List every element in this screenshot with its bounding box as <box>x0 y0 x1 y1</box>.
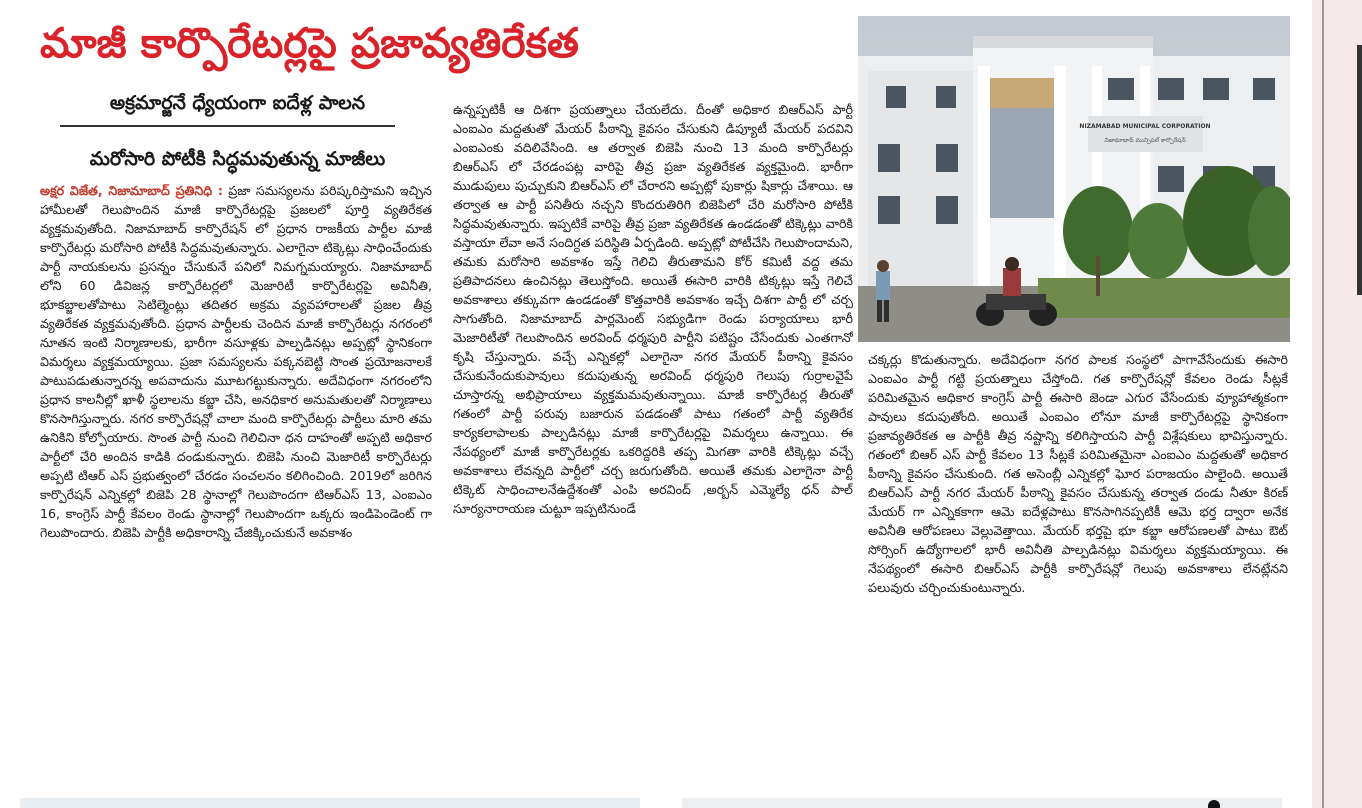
subheading-divider <box>60 125 395 127</box>
bullet-mark <box>1208 800 1220 808</box>
subheading-1: అక్రమార్జనే ధ్యేయంగా ఐదేళ్ల పాలన <box>109 92 366 114</box>
margin-edge <box>1357 45 1362 295</box>
article-column-2 <box>453 100 853 777</box>
page-margin-strip <box>1312 0 1362 808</box>
next-article-strip-right <box>682 798 1282 808</box>
column-3-text: చక్కర్లు కొడుతున్నారు. అదేవిధంగా నగర పాలక సంస్థలో పాగావేసేందుకు ఈసారి ఎంఐఎం పార్టీ గట్టి ప్రయత్నాలు చేస్తోంది. గత కార్పొరేషన్లో కేవలం రెండు సీట్లకే పరిమితమైన అధికార కాంగ్రెస్ పార్టీ ఈసారి జెండా ఎగుర వేసేందుకు వ్యూహాత్మకంగా పావులు కదుపుతోంది. అయితే ఎంఐఎం లోనూ మాజీ కార్పొరేటర్లపై స్థానికంగా ప్రజావ్యతిరేకత ఆ పార్టీకి తీవ్ర నష్టాన్ని కలిగిస్తాయని పార్టీ విశ్లేషకులు భావిస్తున్నారు. గతంలో బిఆర్ ఎస్ పార్టీ కేవలం 13 సీట్లకే పరిమితమైనా ఎంఐఎం మద్దతుతో అధికార పీఠాన్ని కైవసం చేసుకుంది. గత అసెంబ్లీ ఎన్నికల్లో ఘోర పరాజయం పాలైంది. అయితే బిఆర్ఎస్ పార్టీ నగర మేయర్ పీఠాన్ని కైవసం చేసుకున్న తర్వాత దండు నీతూ కిరణ్ మేయర్ గా ఎన్నికకాగా ఆమె ఐదేళ్లపాటు కొనసాగినప్పటికీ ఆమె భర్త ద్వారా అనేక అవినీతి ఆరోపణలు వెల్లువెత్తాయి. మేయర్ భర్తపై భూ కబ్జా ఆరోపణలతో పాటు ఔట్ సోర్సింగ్ ఉద్యోగాలలో భారీ అవినీతి పాల్పడినట్లు విమర్శలు వ్యక్తమయ్యాయి. ఈ నేపథ్యంలో ఈసారి బిఆర్ఎస్ పార్టీకి కార్పొరేషన్లో గెలుపు అవకాశాలు లేనట్లేనని పలువురు చర్చించుకుంటున్నారు. <box>868 352 1288 595</box>
building-sign-english: NIZAMABAD MUNICIPAL CORPORATION <box>1079 123 1211 130</box>
column-2-text: ఉన్నప్పటికీ ఆ దిశగా ప్రయత్నాలు చేయలేదు. దీంతో అధికార బిఆర్ఎస్ పార్టీ ఎంఐఎం మద్దతుతో మేయర్ పీఠాన్ని కైవసం చేసుకుని డిప్యూటీ మేయర్ పదవిని ఎంఐఎంకు వదిలివేసింది. ఆ తర్వాత బిజెపి నుంచి 13 మంది కార్పొరేటర్లు బిఆర్ఎస్ లో చేరడంపట్ల వారిపై తీవ్ర ప్రజా వ్యతిరేకత వ్యక్తమైంది. భారీగా ముడుపులు పుచ్చుకుని బిఆర్ఎస్ లో చేరారని అప్పట్లో పుకార్లు షికార్లు చేశాయి. ఆ తర్వాత ఆ పార్టీ పనితీరు నచ్చని కొందరుతిరిగి బిజెపిలో చేరి మరోసారి పోటీకి సిద్ధమవుతున్నారు. ఇప్పటికే వారిపై తీవ్ర ప్రజా వ్యతిరేకత ఉండడంతో టిక్కెట్లు వారికి వస్తాయా లేవా అనే సందిగ్ధత పరిస్థితి ఏర్పడింది. అప్పట్లో పోటీచేసి గెలుపొందామని, తమకు మరోసారి అవకాశం ఇస్తే గెలిచి తీరుతామని కోర్ కమిటీ వద్ద తమ ప్రతిపాదనలు ఉంచినట్లు తెలుస్తోంది. అయితే ఈసారి వారికి టిక్కట్లు ఇస్తే గెలిచే అవకాశాలు తక్కువగా ఉండడంతో కొత్తవారికి అవకాశం ఇచ్చే దిశగా పార్టీ లో చర్చ సాగుతోంది. నిజామాబాద్ పార్లమెంట్ సభ్యుడిగా రెండు పర్యాయాలు భారీ మెజారిటీతో గెలుపొందిన అరవింద్ ధర్మపురి పార్టీని పటిష్టం చేసేందుకు ఎంతగానో కృషి చేస్తున్నారు. వచ్చే ఎన్నికల్లో ఎలాగైనా నగర మేయర్ పీఠాన్ని కైవసం చేసుకునేందుకుపావులు కదుపుతున్న అరవింద్ ధర్మపురి గెలుపు గుర్రాలవైపే చూస్తారన్న అభిప్రాయాలు వ్యక్తమమవుతున్నాయి. మాజీ కార్పొరేటర్ల తీరుతో గతంలో పార్టీ పరువు బజారున పడడంతో పాటు గతంలో పార్టీ వ్యతిరేక కార్యకలాపాలకు పాల్పడినట్లు మాజీ కార్పొరేటర్లపై విమర్శలు ఉన్నాయి. ఈ నేపథ్యంలో మాజీ కార్పొరేటర్లకు ఒకరిద్దరికి తప్ప మిగతా వారికి టిక్కెట్లు వచ్చే అవకాశాలు లేవన్నది పార్టీలో చర్చ జరుగుతోంది. అయితే తమకు ఎలాగైనా పార్టీ టిక్కెట్ సాధించాలనేఉద్దేశంతో ఎంపి అరవింద్ ,అర్బన్ ఎమ్మెల్యే ధన్ పాల్ సూర్యనారాయణ చుట్టూ ఇప్పటినుండే <box>453 102 853 516</box>
column-1-text: ప్రజా సమస్యలను పరిష్కరిస్తామని ఇచ్చిన హామీలతో గెలుపొందిన మాజీ కార్పొరేటర్లపై ప్రజలలో పూర్తి వ్యతిరేకత వ్యక్తమవుతోంది. నిజామాబాద్ కార్పొరేషన్ లో ప్రధాన రాజకీయ పార్టీల మాజీ కార్పొరేటర్లు మరోసారి పోటీకి సిద్ధమవుతున్నారు. ఎలాగైనా టిక్కెట్లు సాధించేందుకు పార్టీ నాయకులను ప్రసన్నం చేసుకునే పనిలో నిమగ్నమయ్యారు. నిజామాబాద్ లోని 60 డివిజన్ల కార్పొరేటర్లలో మెజారిటీ కార్పొరేటర్లపై అవినీతి, భూకబ్జాలతోపాటు సెటిల్మెంట్లు తదితర అక్రమ వ్యవహారాలతో ప్రజల తీవ్ర వ్యతిరేకత వ్యక్తమవుతోంది. ప్రధాన పార్టీలకు చెందిన మాజీ కార్పొరేటర్లు నగరంలో నూతన ఇంటి నిర్మాణాలకు, భారీగా వసూళ్లకు పాల్పడినట్లు అప్పట్లో స్థానికంగా విమర్శలు వ్యక్తమయ్యాయి. ప్రజా సమస్యలను పక్కనబెట్టి సొంత ప్రయోజనాలకే పాటుపడుతున్నారన్న అపవాదును మూటగట్టుకున్నారు. అదేవిధంగా నగరంలోని ప్రధాన కాలనీల్లో ఖాళీ స్థలాలను కబ్జా చేసి, అనధికార అనుమతులతో నిర్మాణాలు కొనసాగిస్తున్నారు. నగర కార్పొరేషన్లో చాలా మంది కార్పొరేటర్లు పార్టీలు మారి తమ ఉనికిని కోల్పోయారు. సొంత పార్టీ నుంచి గెలిచినా ధన దాహంతో అప్పటి అధికార పార్టీలో చేరి అందిన కాడికి దండుకున్నారు. బిజెపి నుంచి మెజారిటీ కార్పొరేటర్లు అప్పటి టిఆర్ ఎస్ ప్రభుత్వంలో చేరడం సంచలనం కలిగించింది. 2019లో జరిగిన కార్పొరేషన్ ఎన్నికల్లో బిజెపి 28 స్థానాల్లో గెలుపొందగా టిఆర్ఎస్ 13, ఎంఐఎం 16, కాంగ్రెస్ పార్టీ కేవలం రెండు స్థానాల్లో గెలుపొందగా ఒక్కరు ఇండిపెండెంట్ గా గెలుపొందారు. బిజెపి పార్టీకి అధికారాన్ని చేజిక్కించుకునే అవకాశం <box>40 183 432 540</box>
building-sign-telugu: నిజామాబాద్ మున్సిపల్ కార్పొరేషన్ <box>1104 137 1186 144</box>
next-article-strip-left <box>20 798 640 808</box>
article-column-3 <box>868 350 1288 780</box>
article-column-1 <box>40 181 432 777</box>
byline: అక్షర విజేత, నిజామాబాద్ ప్రతినిధి : <box>40 183 223 198</box>
subheading-2: మరోసారి పోటీకి సిద్ధమవుతున్న మాజీలు <box>89 148 386 170</box>
municipal-building-photo <box>858 16 1290 342</box>
headline: మాజీ కార్పొరేటర్లపై ప్రజావ్యతిరేకత <box>40 19 579 67</box>
margin-divider <box>1322 0 1324 808</box>
